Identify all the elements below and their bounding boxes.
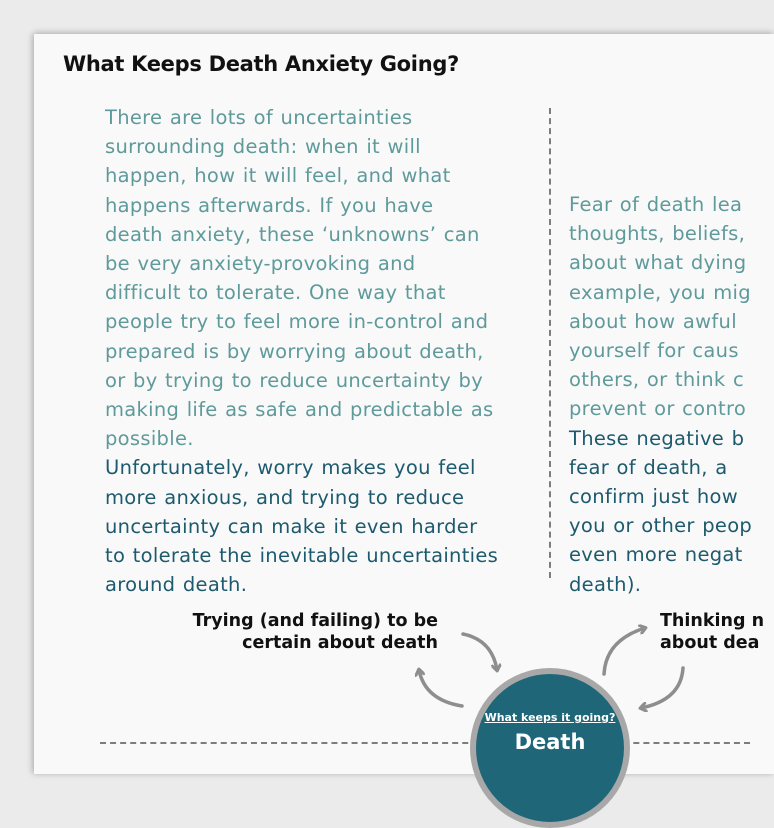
text-line: you or other peop [569, 514, 753, 538]
text-line: death anxiety, these ‘unknowns’ can [105, 222, 480, 246]
text-line: to tolerate the inevitable uncertainties [105, 544, 499, 568]
arrow-left-lower [419, 670, 462, 706]
label-line: Trying (and failing) to be [192, 611, 438, 631]
arrow-right-lower [641, 668, 683, 708]
text-line: about what dying [569, 251, 747, 275]
arrow-right-upper [604, 628, 645, 674]
text-line: others, or think c [569, 368, 745, 392]
text-line: There are lots of uncertainties [105, 106, 413, 129]
text-line: death). [569, 572, 642, 596]
label-line: about dea [660, 633, 760, 653]
text-line: people try to feel more in-control and [105, 310, 489, 334]
text-line: fear of death, a [569, 455, 728, 479]
text-line: about how awful [569, 309, 737, 333]
arrow-left-upper [463, 634, 497, 670]
text-line: or by trying to reduce uncertainty by [105, 368, 484, 392]
text-line: Unfortunately, worry makes you feel [105, 456, 476, 480]
text-line: making life as safe and predictable as [105, 398, 494, 422]
circle-question: What keeps it going? [484, 711, 616, 724]
text-line: happens afterwards. If you have [105, 193, 434, 217]
circle-title: Death [514, 730, 586, 754]
text-line: These negative b [569, 426, 745, 450]
text-line: even more negat [569, 543, 743, 567]
page-title: What Keeps Death Anxiety Going? [63, 52, 459, 76]
text-line: prepared is by worrying about death, [105, 339, 484, 363]
text-line: happen, how it will feel, and what [105, 164, 451, 188]
text-line: prevent or contro [569, 397, 747, 421]
text-line: uncertainty can make it even harder [105, 514, 478, 538]
text-line: difficult to tolerate. One way that [105, 281, 446, 305]
text-line: Fear of death lea [569, 193, 743, 216]
label-line: Thinking n [660, 611, 765, 631]
text-line: confirm just how [569, 485, 738, 509]
text-line: example, you mig [569, 280, 751, 304]
label-line: certain about death [242, 633, 438, 653]
text-line: yourself for caus [569, 339, 739, 363]
text-line: around death. [105, 573, 248, 597]
text-line: thoughts, beliefs, [569, 222, 746, 246]
text-line: surrounding death: when it will [105, 135, 421, 159]
text-line: possible. [105, 427, 194, 451]
text-line: more anxious, and trying to reduce [105, 485, 465, 509]
text-line: be very anxiety-provoking and [105, 252, 416, 276]
